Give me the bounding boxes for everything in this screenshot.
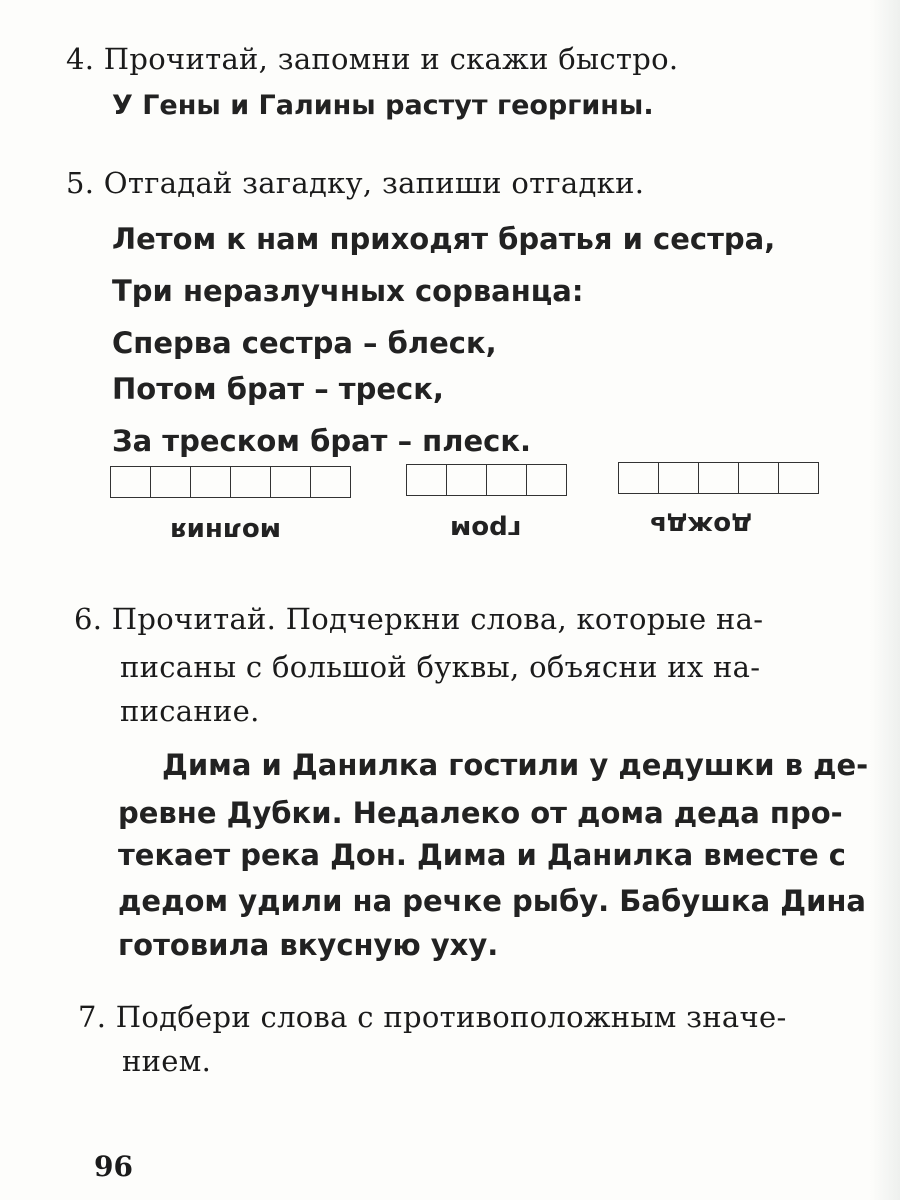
task6-heading: писаны с большой буквы, объясни их на- — [120, 650, 761, 684]
riddle-line: Три неразлучных сорванца: — [112, 274, 584, 308]
answer-upside-down: дождь — [650, 510, 753, 540]
riddle-line: Потом брат – треск, — [112, 372, 444, 406]
riddle-line: Летом к нам приходят братья и сестра, — [112, 222, 776, 256]
task6-text: текает река Дон. Дима и Данилка вместе с — [118, 838, 846, 872]
answer-boxes-2[interactable] — [406, 464, 567, 496]
task6-text: готовила вкусную уху. — [118, 928, 499, 962]
task7-heading: 7. Подбери слова с противоположным значе- — [78, 1000, 787, 1034]
answer-boxes-1[interactable] — [110, 466, 351, 498]
task7-heading: нием. — [122, 1044, 212, 1078]
riddle-line: За треском брат – плеск. — [112, 424, 532, 458]
riddle-line: Сперва сестра – блеск, — [112, 326, 497, 360]
page-number: 96 — [94, 1150, 133, 1183]
task6-text: ревне Дубки. Недалеко от дома деда про- — [118, 796, 843, 830]
task6-heading: писание. — [120, 694, 260, 728]
task5-heading: 5. Отгадай загадку, запиши отгадки. — [66, 166, 645, 200]
task6-text: дедом удили на речке рыбу. Бабушка Дина — [118, 884, 866, 918]
answer-upside-down: молния — [170, 516, 282, 546]
task6-text: Дима и Данилка гостили у дедушки в де- — [162, 748, 869, 782]
page-edge-shadow — [870, 0, 900, 1200]
task4-text: У Гены и Галины растут георгины. — [112, 90, 654, 121]
answer-upside-down: гром — [450, 514, 522, 544]
task4-heading: 4. Прочитай, запомни и скажи быстро. — [66, 42, 679, 76]
task6-heading: 6. Прочитай. Подчеркни слова, которые на- — [74, 602, 764, 636]
answer-boxes-3[interactable] — [618, 462, 819, 494]
